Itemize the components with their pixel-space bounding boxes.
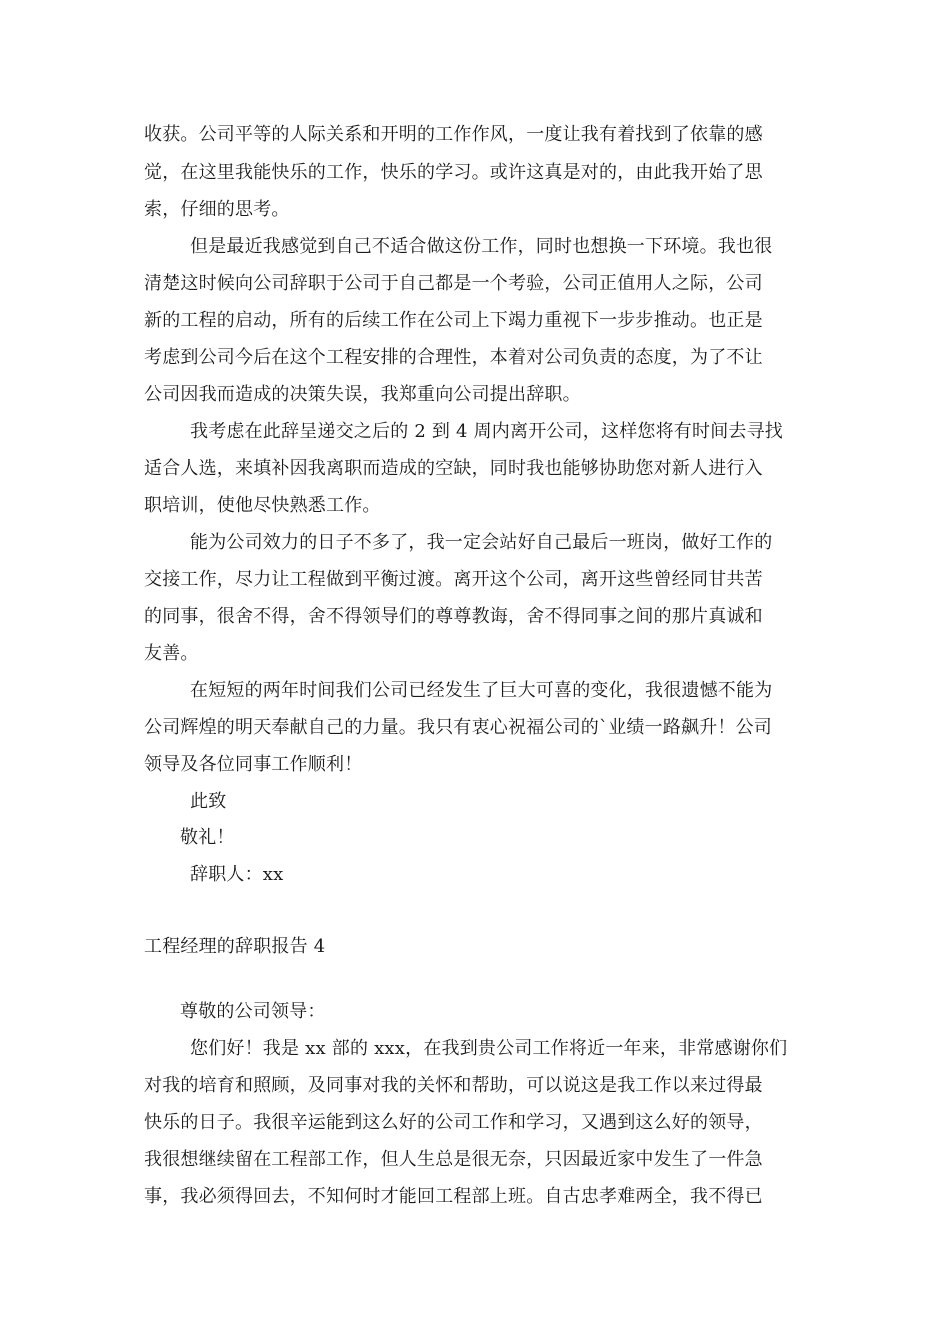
paragraph-line: 我很想继续留在工程部工作，但人生总是很无奈，只因最近家中发生了一件急 — [144, 1149, 763, 1170]
paragraph-line: 索，仔细的思考。 — [144, 199, 290, 220]
paragraph-line: 对我的培育和照顾，及同事对我的关怀和帮助，可以说这是我工作以来过得最 — [144, 1075, 763, 1096]
paragraph-line: 您们好！我是 xx 部的 xxx，在我到贵公司工作将近一年来，非常感谢你们 — [190, 1038, 788, 1059]
signature-line: 辞职人：xx — [190, 864, 284, 885]
greeting-line: 尊敬的公司领导： — [180, 1001, 326, 1022]
paragraph-line: 公司辉煌的明天奉献自己的力量。我只有衷心祝福公司的`业绩一路飙升！公司 — [144, 717, 772, 738]
paragraph-line: 领导及各位同事工作顺利！ — [144, 754, 363, 775]
paragraph-line: 我考虑在此辞呈递交之后的 2 到 4 周内离开公司，这样您将有时间去寻找 — [190, 421, 783, 442]
closing-regards: 敬礼！ — [180, 827, 235, 848]
paragraph-line: 职培训，使他尽快熟悉工作。 — [144, 495, 381, 516]
section-heading: 工程经理的辞职报告 4 — [144, 936, 326, 957]
paragraph-line: 公司因我而造成的决策失误，我郑重向公司提出辞职。 — [144, 384, 581, 405]
closing-salutation: 此致 — [190, 791, 227, 812]
paragraph-line: 快乐的日子。我很辛运能到这么好的公司工作和学习，又遇到这么好的领导， — [144, 1112, 763, 1133]
paragraph-line: 能为公司效力的日子不多了，我一定会站好自己最后一班岗，做好工作的 — [190, 532, 773, 553]
paragraph-line: 考虑到公司今后在这个工程安排的合理性，本着对公司负责的态度，为了不让 — [144, 347, 763, 368]
paragraph-line: 收获。公司平等的人际关系和开明的工作作风，一度让我有着找到了依靠的感 — [144, 124, 763, 145]
paragraph-line: 觉，在这里我能快乐的工作，快乐的学习。或许这真是对的，由此我开始了思 — [144, 162, 763, 183]
paragraph-line: 交接工作，尽力让工程做到平衡过渡。离开这个公司，离开这些曾经同甘共苦 — [144, 569, 763, 590]
paragraph-line: 在短短的两年时间我们公司已经发生了巨大可喜的变化，我很遗憾不能为 — [190, 680, 773, 701]
paragraph-line: 但是最近我感觉到自己不适合做这份工作，同时也想换一下环境。我也很 — [190, 236, 773, 257]
paragraph-line: 清楚这时候向公司辞职于公司于自己都是一个考验，公司正值用人之际，公司 — [144, 273, 763, 294]
paragraph-line: 适合人选，来填补因我离职而造成的空缺，同时我也能够协助您对新人进行入 — [144, 458, 763, 479]
paragraph-line: 友善。 — [144, 643, 199, 664]
paragraph-line: 新的工程的启动，所有的后续工作在公司上下竭力重视下一步步推动。也正是 — [144, 310, 763, 331]
paragraph-line: 的同事，很舍不得，舍不得领导们的尊尊教诲，舍不得同事之间的那片真诚和 — [144, 606, 763, 627]
paragraph-line: 事，我必须得回去，不知何时才能回工程部上班。自古忠孝难两全，我不得已 — [144, 1186, 763, 1207]
